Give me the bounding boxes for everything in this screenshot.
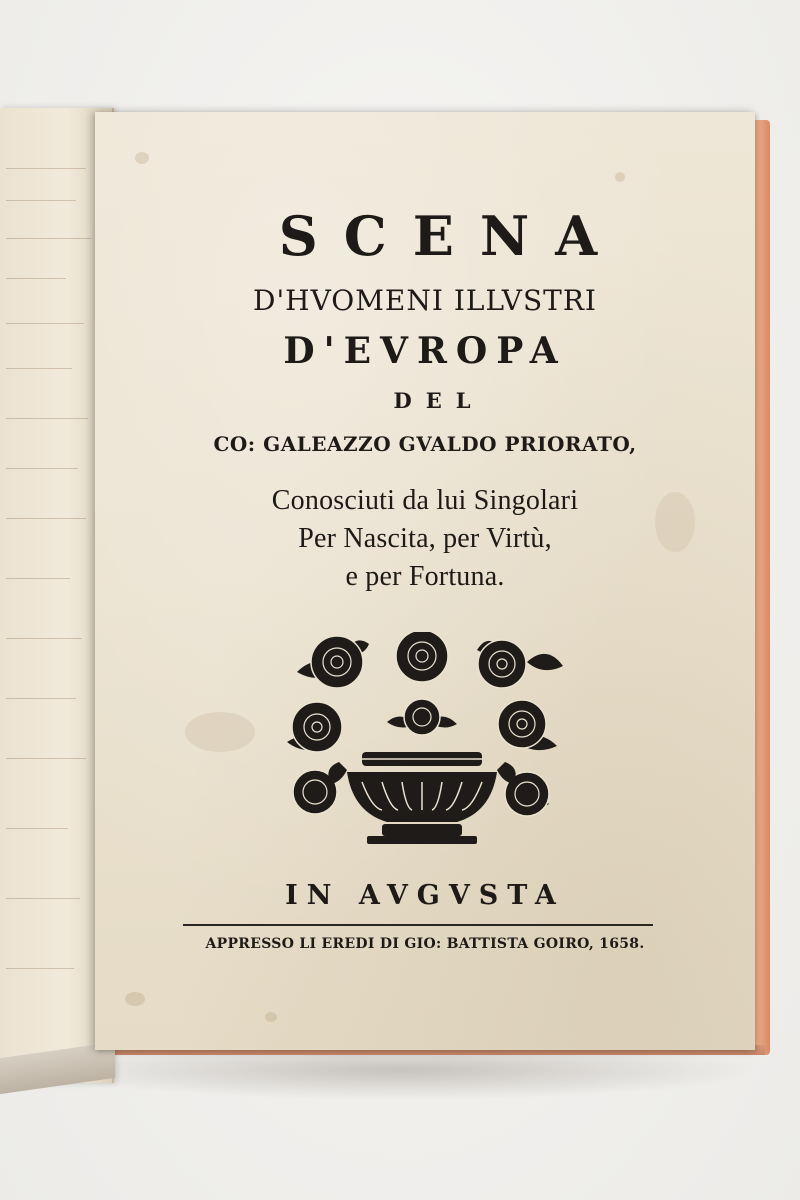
subtitle-line-3: e per Fortuna. — [345, 561, 505, 592]
author-line: CO: GALEAZZO GVALDO PRIORATO, — [213, 432, 637, 456]
title-del: DEL — [393, 388, 485, 413]
subtitle-line-2: Per Nascita, per Virtù, — [298, 523, 552, 554]
subtitle-line-1: Conosciuti da lui Singolari — [271, 485, 579, 516]
title-huomeni-illustri: D'HVOMENI ILLVSTRI — [253, 284, 597, 317]
title-europa: D'EVROPA — [283, 330, 567, 372]
title-scena: SCENA — [278, 204, 624, 268]
woodcut-flower-vase-icon — [277, 632, 567, 852]
title-page — [95, 112, 755, 1050]
imprint-rule — [183, 924, 653, 926]
imprint-place: IN AVGVSTA — [285, 880, 565, 911]
imprint-printer: APPRESSO LI EREDI DI GIO: BATTISTA GOIRO, 1658. — [205, 936, 645, 952]
